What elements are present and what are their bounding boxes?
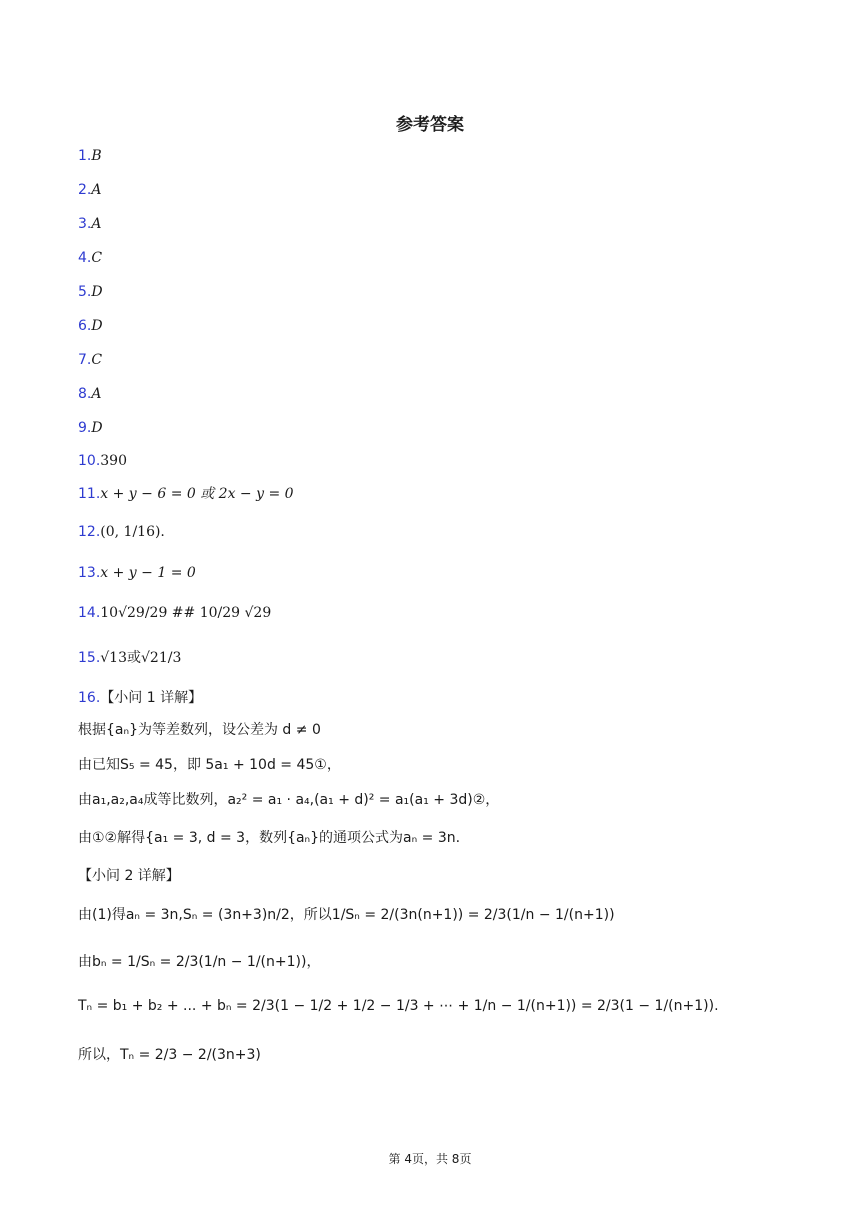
answer-8: 8.A (78, 386, 102, 402)
answer-3: 3.A (78, 216, 102, 232)
page-title: 参考答案 (396, 115, 464, 135)
answer-11: 11.x + y − 6 = 0 或 2x − y = 0 (78, 486, 294, 502)
answer-4: 4.C (78, 250, 103, 266)
q16-line-6: 由bₙ = 1/Sₙ = 2/3(1/n − 1/(n+1))， (78, 954, 321, 970)
q16-line-3: 由a₁,a₂,a₄成等比数列，a₂² = a₁ · a₄,(a₁ + d)² = a₁(a₁ + 3d)②， (78, 792, 500, 808)
answer-6: 6.D (78, 318, 103, 334)
answer-2: 2.A (78, 182, 102, 198)
q16-part2-heading: 【小问 2 详解】 (78, 868, 180, 884)
answer-7: 7.C (78, 352, 103, 368)
answer-1: 1.B (78, 148, 102, 164)
q16-line-7: Tₙ = b₁ + b₂ + ... + bₙ = 2/3(1 − 1/2 + 1/2 − 1/3 + ⋯ + 1/n − 1/(n+1)) = 2/3(1 − 1/(n+1)). (78, 998, 719, 1014)
page-footer: 第 4页，共 8页 (388, 1152, 472, 1166)
answer-9: 9.D (78, 420, 103, 436)
answer-13: 13.x + y − 1 = 0 (78, 565, 196, 581)
q16-part1-heading: 16.【小问 1 详解】 (78, 690, 203, 706)
answer-15: 15.√13或√21/3 (78, 650, 182, 666)
q16-line-1: 根据{aₙ}为等差数列，设公差为 d ≠ 0 (78, 722, 321, 738)
q16-line-8: 所以，Tₙ = 2/3 − 2/(3n+3) (78, 1047, 261, 1063)
q16-line-2: 由已知S₅ = 45，即 5a₁ + 10d = 45①， (78, 757, 341, 773)
q16-line-5: 由(1)得aₙ = 3n,Sₙ = (3n+3)n/2，所以1/Sₙ = 2/(3n(n+1)) = 2/3(1/n − 1/(n+1)) (78, 907, 615, 923)
answer-12: 12.(0, 1/16). (78, 524, 165, 540)
answer-14: 14.10√29/29 ## 10/29 √29 (78, 605, 272, 621)
answer-10: 10.390 (78, 453, 127, 469)
q16-line-4: 由①②解得{a₁ = 3, d = 3，数列{aₙ}的通项公式为aₙ = 3n. (78, 830, 461, 846)
answer-5: 5.D (78, 284, 103, 300)
